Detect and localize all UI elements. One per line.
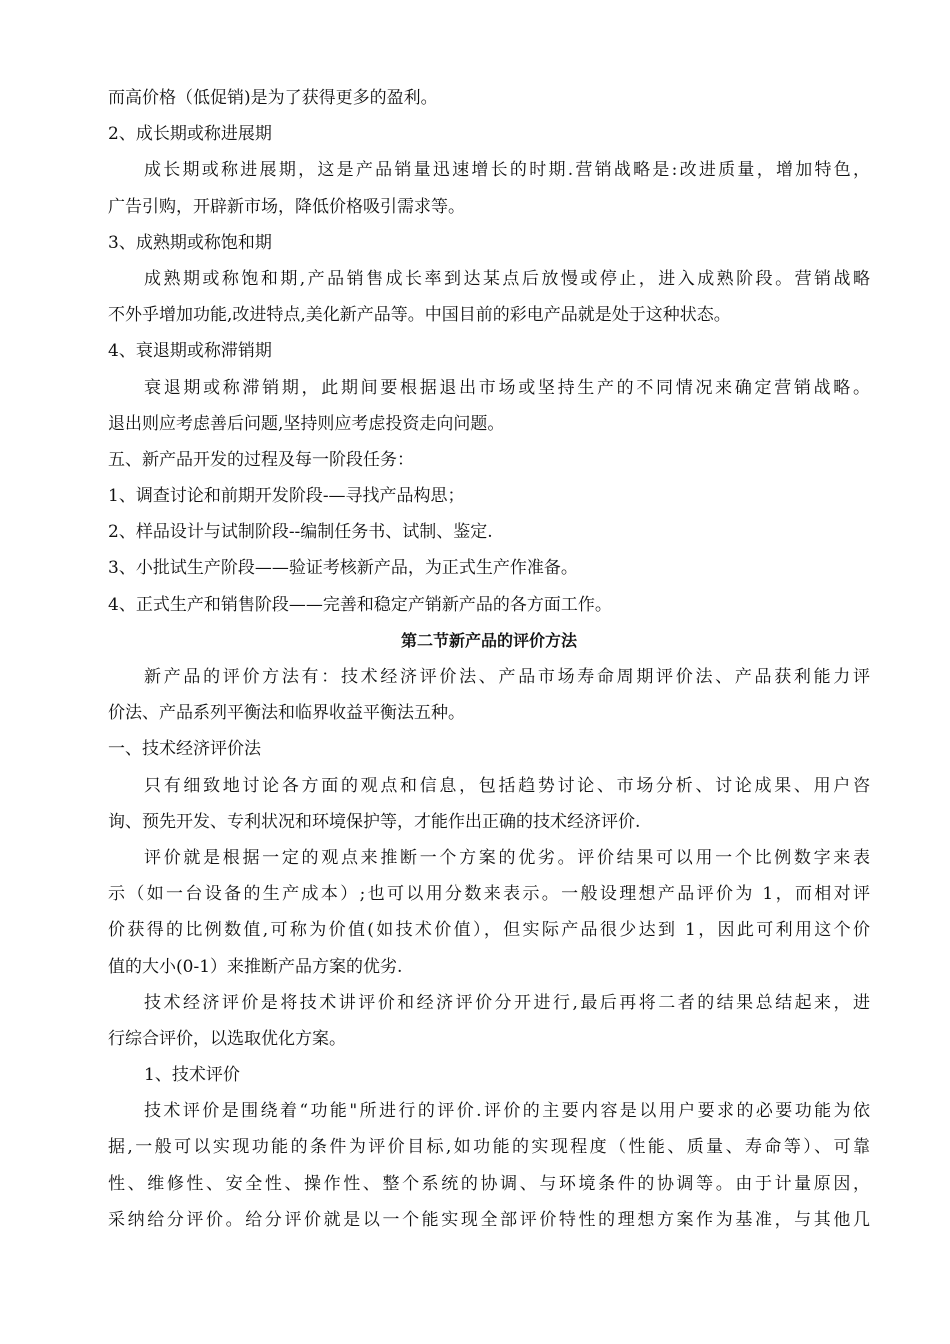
text-line: 成熟期或称饱和期,产品销售成长率到达某点后放慢或停止，进入成熟阶段。营销战略 [144,268,870,289]
text-line: 一、技术经济评价法 [108,739,261,760]
text-line: 价法、产品系列平衡法和临界收益平衡法五种。 [108,703,465,724]
text-line: 成长期或称进展期，这是产品销量迅速增长的时期.营销战略是:改进质量，增加特色， [144,160,870,181]
text-line: 只有细致地讨论各方面的观点和信息，包括趋势讨论、市场分析、讨论成果、用户咨 [144,775,870,796]
text-line: 性、维修性、安全性、操作性、整个系统的协调、与环境条件的协调等。由于计量原因， [108,1173,870,1194]
text-line: 据,一般可以实现功能的条件为评价目标,如功能的实现程度（性能、质量、寿命等）、可靠 [108,1137,870,1158]
text-line: 退出则应考虑善后问题,坚持则应考虑投资走向问题。 [108,413,505,434]
text-line: 值的大小(0-1）来推断产品方案的优劣. [108,956,403,977]
text-line: 广告引购，开辟新市场，降低价格吸引需求等。 [108,196,465,217]
text-line: 4、衰退期或称滞销期 [108,341,272,362]
text-line: 1、调查讨论和前期开发阶段-—寻找产品构思； [108,486,465,507]
text-line: 2、成长期或称进展期 [108,124,272,145]
text-line: 价获得的比例数值,可称为价值(如技术价值），但实际产品很少达到 1，因此可利用这个价 [108,920,870,941]
text-line: 而高价格（低促销)是为了获得更多的盈利。 [108,88,438,108]
text-line: 技术经济评价是将技术讲评价和经济评价分开进行,最后再将二者的结果总结起来，进 [144,992,870,1013]
text-line: 1、技术评价 [144,1065,240,1086]
text-line: 不外乎增加功能,改进特点,美化新产品等。中国目前的彩电产品就是处于这种状态。 [108,305,731,326]
text-line: 技术评价是围绕着“功能"所进行的评价.评价的主要内容是以用户要求的必要功能为依 [144,1101,870,1122]
text-line: 3、小批试生产阶段——验证考核新产品，为正式生产作准备。 [108,558,578,579]
text-line: 五、新产品开发的过程及每一阶段任务： [108,449,414,470]
text-line: 评价就是根据一定的观点来推断一个方案的优劣。评价结果可以用一个比例数字来表 [144,847,870,868]
section-heading: 第二节新产品的评价方法 [400,630,577,650]
text-line: 3、成熟期或称饱和期 [108,232,272,253]
document-page [108,80,870,1238]
text-line: 2、样品设计与试制阶段--编制任务书、试制、鉴定. [108,522,493,543]
text-line: 衰退期或称滞销期，此期间要根据退出市场或坚持生产的不同情况来确定营销战略。 [144,377,870,398]
text-line: 4、正式生产和销售阶段——完善和稳定产销新产品的各方面工作。 [108,594,612,615]
text-line: 行综合评价，以选取优化方案。 [108,1028,346,1049]
text-line: 采纳给分评价。给分评价就是以一个能实现全部评价特性的理想方案作为基准，与其他几 [108,1209,870,1230]
text-line: 新产品的评价方法有：技术经济评价法、产品市场寿命周期评价法、产品获利能力评 [144,667,870,687]
text-line: 询、预先开发、专利状况和环境保护等，才能作出正确的技术经济评价. [108,811,641,832]
text-line: 示（如一台设备的生产成本）;也可以用分数来表示。一般设理想产品评价为 1，而相对评 [108,884,870,905]
